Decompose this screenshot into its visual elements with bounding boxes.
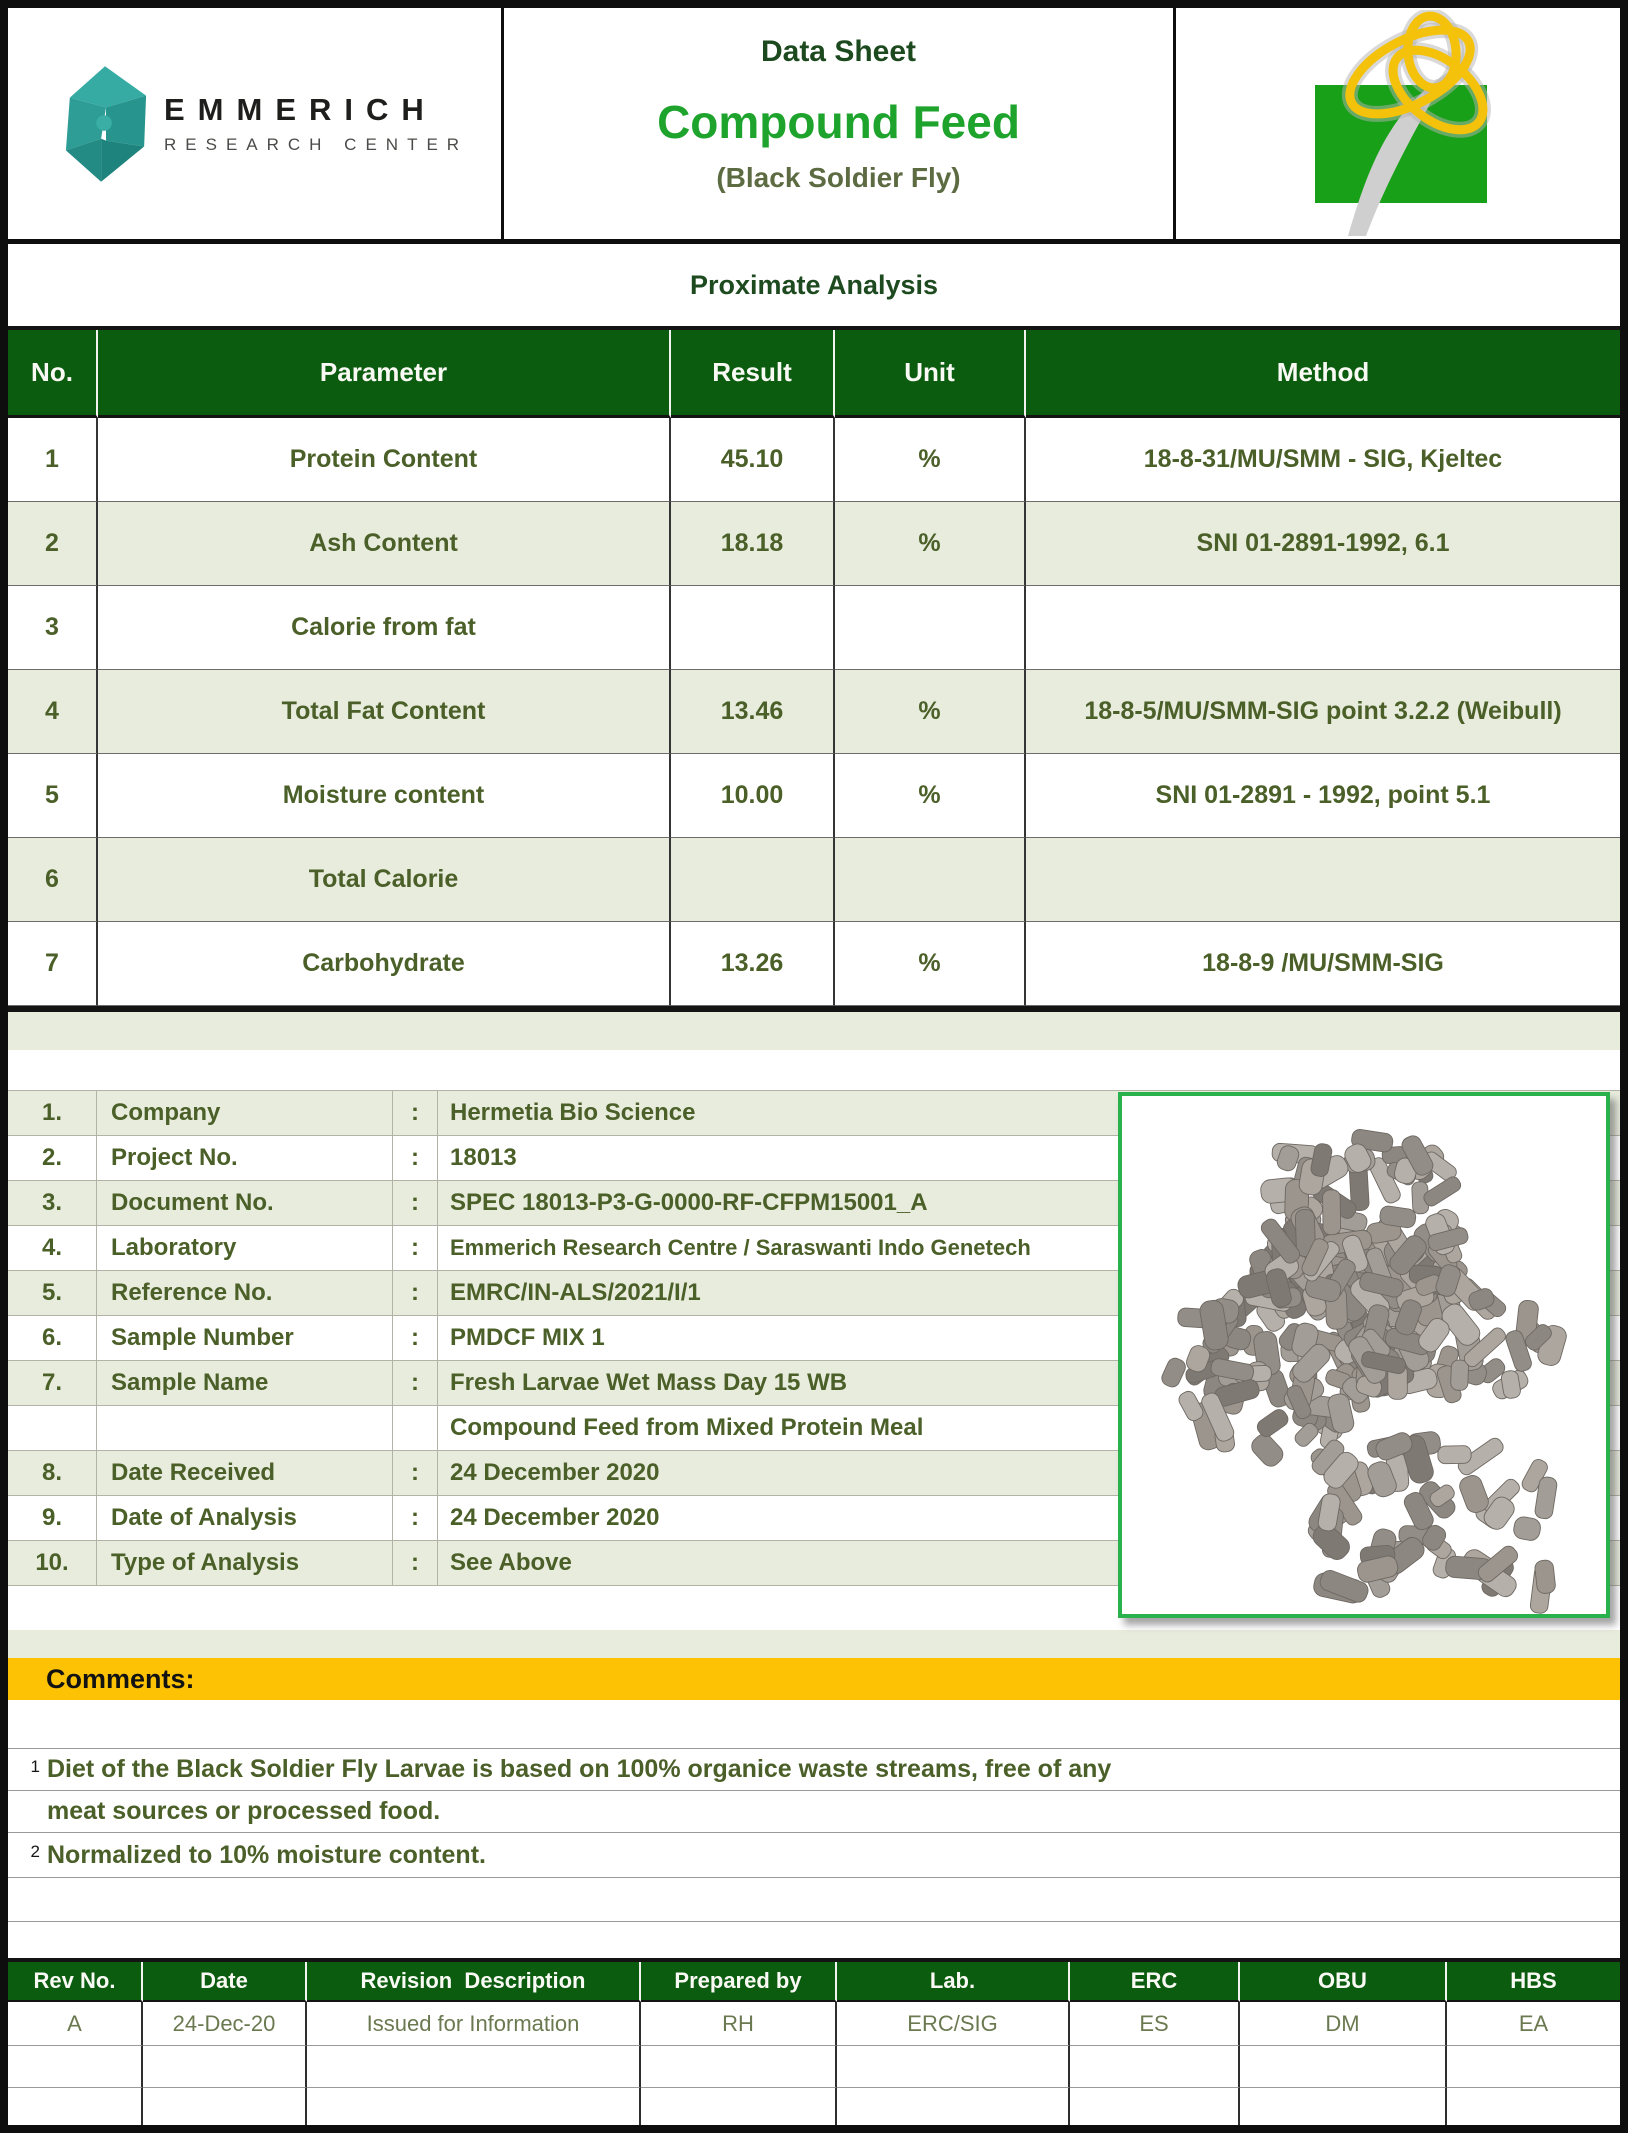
rev-col-revno: Rev No. [8, 1962, 143, 2002]
detail-label: Type of Analysis [97, 1541, 393, 1586]
detail-label [97, 1406, 393, 1451]
company-logo-text [164, 92, 468, 155]
comment-text: Diet of the Black Soldier Fly Larvae is based on 100% organice waste streams, free of any [47, 1755, 1112, 1783]
cell-no: 3 [8, 586, 98, 670]
cell-method: 18-8-9 /MU/SMM-SIG [1026, 922, 1620, 1006]
cell-unit: % [835, 754, 1026, 838]
detail-value: PMDCF MIX 1 [438, 1316, 1620, 1361]
detail-colon: : [393, 1181, 438, 1226]
comment-row [8, 1832, 1620, 1877]
detail-label: Project No. [97, 1136, 393, 1181]
detail-colon: : [393, 1451, 438, 1496]
detail-value: 24 December 2020 [438, 1496, 1620, 1541]
analysis-table [8, 326, 1620, 1012]
cell-method: SNI 01-2891 - 1992, point 5.1 [1026, 754, 1620, 838]
rev-col-date: Date [143, 1962, 307, 2002]
cell-no: 7 [8, 922, 98, 1006]
cell-no: 2 [8, 502, 98, 586]
detail-label: Company [97, 1091, 393, 1136]
detail-colon: : [393, 1541, 438, 1586]
detail-no: 5. [8, 1271, 97, 1316]
comment-text: meat sources or processed food. [47, 1797, 441, 1825]
rev-col-obu: OBU [1240, 1962, 1447, 2002]
page-subtitle: (Black Soldier Fly) [716, 162, 961, 193]
detail-value: SPEC 18013-P3-G-0000-RF-CFPM15001_A [438, 1181, 1620, 1226]
cell-no: 6 [8, 838, 98, 922]
detail-colon: : [393, 1361, 438, 1406]
detail-no: 3. [8, 1181, 97, 1226]
cell-no: 4 [8, 670, 98, 754]
rev-cell [307, 2088, 641, 2126]
rev-cell [837, 2046, 1070, 2088]
comment-number: 1 [30, 1756, 40, 1776]
detail-colon: : [393, 1496, 438, 1541]
feed-pellets-graphic [1122, 1096, 1606, 1614]
comment-number: 2 [30, 1842, 40, 1861]
separator-band [8, 1630, 1620, 1658]
detail-colon: : [393, 1091, 438, 1136]
cell-unit [835, 586, 1026, 670]
doc-type: Data Sheet [760, 35, 917, 68]
detail-no: 8. [8, 1451, 97, 1496]
cell-unit: % [835, 502, 1026, 586]
rev-cell [1240, 2088, 1447, 2126]
rev-col-description: Revision Description [307, 1962, 641, 2002]
comment-text: Normalized to 10% moisture content. [47, 1840, 486, 1869]
rev-cell [1070, 2088, 1240, 2126]
section-title: Proximate Analysis [689, 270, 939, 300]
cell-result [671, 838, 835, 922]
page-title: Compound Feed [657, 96, 1020, 148]
detail-no: 6. [8, 1316, 97, 1361]
rev-cell [143, 2088, 307, 2126]
rev-cell [1240, 2046, 1447, 2088]
rev-cell [1447, 2088, 1620, 2126]
cell-result: 13.46 [671, 670, 835, 754]
detail-label: Sample Number [97, 1316, 393, 1361]
detail-value: Emmerich Research Centre / Saraswanti Indo Genetech [438, 1226, 1620, 1271]
partner-flower-logo-icon [1270, 10, 1590, 238]
rev-col-erc: ERC [1070, 1962, 1240, 2002]
emmerich-gem-icon [62, 65, 150, 183]
separator-band [8, 1012, 1620, 1050]
detail-value: Fresh Larvae Wet Mass Day 15 WB [438, 1361, 1620, 1406]
cell-parameter: Ash Content [98, 502, 671, 586]
detail-value: Compound Feed from Mixed Protein Meal [438, 1406, 1620, 1451]
detail-colon: : [393, 1271, 438, 1316]
cell-method: 18-8-31/MU/SMM - SIG, Kjeltec [1026, 418, 1620, 502]
header-logo-cell [8, 8, 501, 239]
rev-cell [641, 2046, 837, 2088]
detail-no: 9. [8, 1496, 97, 1541]
detail-label: Date of Analysis [97, 1496, 393, 1541]
rev-cell [1447, 2046, 1620, 2088]
revision-table [8, 1958, 1620, 2126]
detail-no: 10. [8, 1541, 97, 1586]
rev-cell [1070, 2046, 1240, 2088]
detail-colon: : [393, 1136, 438, 1181]
cell-unit: % [835, 670, 1026, 754]
rev-cell [641, 2088, 837, 2126]
comment-row [8, 1790, 1620, 1832]
col-header-parameter: Parameter [98, 330, 671, 418]
cell-method: 18-8-5/MU/SMM-SIG point 3.2.2 (Weibull) [1026, 670, 1620, 754]
detail-label: Sample Name [97, 1361, 393, 1406]
cell-unit: % [835, 418, 1026, 502]
header-bottom-border [8, 239, 1620, 244]
cell-method [1026, 586, 1620, 670]
col-header-result: Result [671, 330, 835, 418]
rev-cell [8, 2046, 143, 2088]
cell-unit [835, 838, 1026, 922]
cell-result: 13.26 [671, 922, 835, 1006]
rev-cell [307, 2046, 641, 2088]
cell-parameter: Protein Content [98, 418, 671, 502]
rev-cell [837, 2088, 1070, 2126]
rev-cell: ERC/SIG [837, 2002, 1070, 2046]
cell-result: 10.00 [671, 754, 835, 838]
cell-result: 18.18 [671, 502, 835, 586]
detail-value: See Above [438, 1541, 1620, 1586]
rev-cell: 24-Dec-20 [143, 2002, 307, 2046]
rev-cell: Issued for Information [307, 2002, 641, 2046]
detail-no: 1. [8, 1091, 97, 1136]
cell-method: SNI 01-2891-1992, 6.1 [1026, 502, 1620, 586]
detail-value: EMRC/IN-ALS/2021/I/1 [438, 1271, 1620, 1316]
cell-result [671, 586, 835, 670]
feed-pellets-photo [1118, 1092, 1610, 1618]
comments-title: Comments: [46, 1663, 195, 1694]
comments-header-bar [8, 1658, 1620, 1700]
rev-col-lab: Lab. [837, 1962, 1070, 2002]
header-divider-right [1173, 8, 1176, 239]
cell-no: 1 [8, 418, 98, 502]
comment-row [8, 1748, 1620, 1790]
rev-cell: A [8, 2002, 143, 2046]
company-subtitle: RESEARCH CENTER [164, 135, 469, 154]
rev-col-preparedby: Prepared by [641, 1962, 837, 2002]
col-header-unit: Unit [835, 330, 1026, 418]
cell-method [1026, 838, 1620, 922]
header-divider-left [501, 8, 504, 239]
cell-parameter: Moisture content [98, 754, 671, 838]
comments-list [8, 1748, 1620, 1922]
cell-result: 45.10 [671, 418, 835, 502]
col-header-method: Method [1026, 330, 1620, 418]
detail-colon: : [393, 1226, 438, 1271]
comment-row [8, 1877, 1620, 1922]
rev-cell: EA [1447, 2002, 1620, 2046]
col-header-no: No. [8, 330, 98, 418]
rev-cell [8, 2088, 143, 2126]
detail-label: Date Received [97, 1451, 393, 1496]
cell-parameter: Total Fat Content [98, 670, 671, 754]
rev-cell: DM [1240, 2002, 1447, 2046]
cell-no: 5 [8, 754, 98, 838]
rev-col-hbs: HBS [1447, 1962, 1620, 2002]
cell-unit: % [835, 922, 1026, 1006]
cell-parameter: Carbohydrate [98, 922, 671, 1006]
header-right-logo-cell [1176, 8, 1620, 239]
header-title-cell [504, 8, 1173, 239]
detail-no: 4. [8, 1226, 97, 1271]
detail-label: Reference No. [97, 1271, 393, 1316]
detail-value: 24 December 2020 [438, 1451, 1620, 1496]
rev-cell [143, 2046, 307, 2088]
cell-parameter: Total Calorie [98, 838, 671, 922]
detail-no: 2. [8, 1136, 97, 1181]
detail-value: Hermetia Bio Science [438, 1091, 1620, 1136]
rev-cell: RH [641, 2002, 837, 2046]
detail-no [8, 1406, 97, 1451]
detail-no: 7. [8, 1361, 97, 1406]
detail-colon [393, 1406, 438, 1451]
rev-cell: ES [1070, 2002, 1240, 2046]
detail-label: Laboratory [97, 1226, 393, 1271]
company-name: EMMERICH [164, 92, 437, 127]
detail-label: Document No. [97, 1181, 393, 1226]
detail-value: 18013 [438, 1136, 1620, 1181]
detail-colon: : [393, 1316, 438, 1361]
cell-parameter: Calorie from fat [98, 586, 671, 670]
